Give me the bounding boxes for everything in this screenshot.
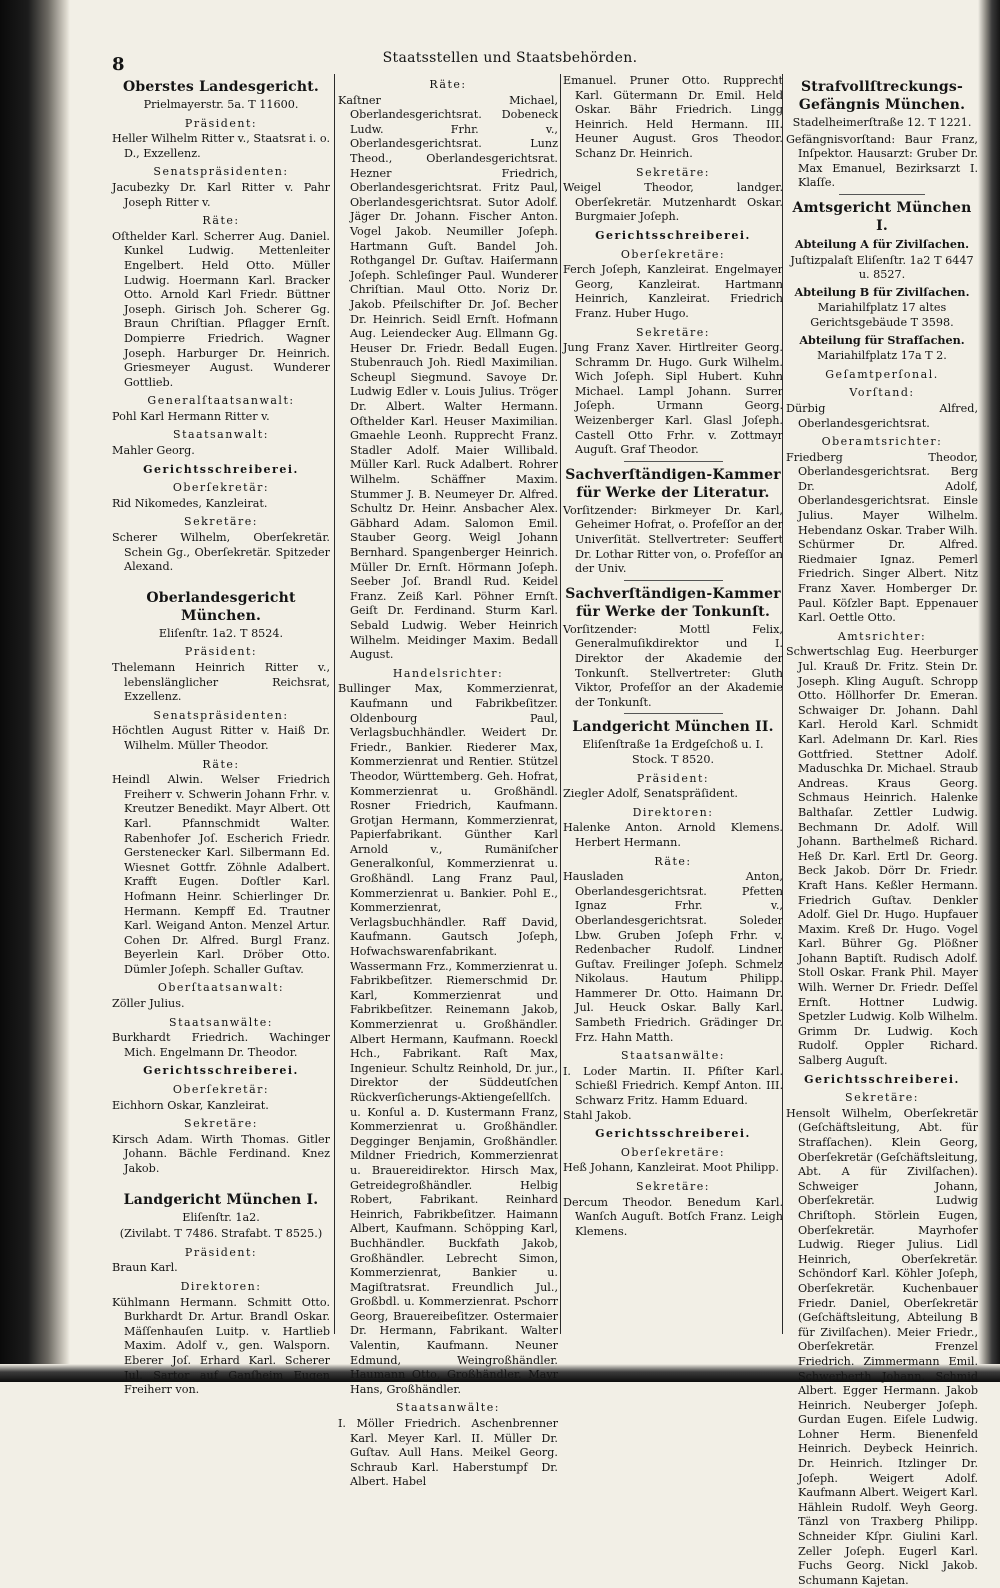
entry-text: Vorſitzender: Mottl Felix, Generalmuſikdirektor und I. Direktor der Akademie der Tonkunſt. Stellvertreter: Gluth Viktor, Profeſſor an der Akademie der Tonkunſt. — [563, 622, 783, 709]
section-title: Landgericht München II. — [572, 719, 774, 736]
entry-text: Vorſitzender: Birkmeyer Dr. Karl, Geheimer Hofrat, o. Profeſſor an der Univerſität. Stellvertreter: Seuffert Dr. Lothar Ritter von, o. Profeſſor an der Univ. — [563, 503, 783, 576]
subsection-heading: Staatsanwalt: — [173, 428, 269, 442]
subsection-heading: Vorſtand: — [849, 386, 915, 400]
subsection-heading: Gerichtsschreiberei. — [595, 228, 751, 242]
subsection-heading: Räte: — [429, 78, 467, 91]
subsection-title: Abteilung für Strafſachen. — [799, 332, 965, 347]
subsection-heading: Präsident: — [184, 645, 258, 659]
entry-text: Halenke Anton. Arnold Klemens. Herbert Hermann. — [563, 821, 783, 849]
entry-text: Heß Johann, Kanzleirat. Moot Philipp. — [563, 1161, 779, 1175]
section-title: Landgericht München I. — [123, 1191, 319, 1208]
entry-text: Jacubezky Dr. Karl Ritter v. Pahr Joseph Ritter v. — [112, 180, 330, 209]
section-title: Sachverſtändigen-Kammer für Werke der Tonkunſt. — [565, 585, 781, 620]
address: Stadelheimerſtraße 12. T 1221. — [792, 116, 972, 129]
entry-text: Stahl Jakob. — [563, 1108, 632, 1122]
entry-text: Höchtlen August Ritter v. Haiß Dr. Wilhelm. Müller Theodor. — [112, 724, 330, 752]
subsection-heading: Sekretäre: — [636, 325, 710, 339]
subsection-heading: Handelsrichter: — [392, 666, 504, 680]
subsection-heading: Oberſtaatsanwalt: — [157, 981, 285, 995]
entry-text: I. Möller Friedrich. Aschenbrenner Karl. Meyer Karl. II. Müller Dr. Guſtav. Aull Hans. Meikel Georg. Schraub Karl. Haberstumpf Dr. Albert. Habel — [338, 1417, 558, 1489]
entry-text: Heindl Alwin. Welser Friedrich Freiherr v. Schwerin Johann Frhr. v. Kreutzer Benedikt. Mayr Albert. Ott Karl. Pfannschmidt Walter. Rabenhofer Joſ. Escherich Friedr. Gerstenecker Karl. Silbermann Ed. Wiesnet Gottfr. Zöhnle Adalbert. Krafft Eugen. Doſtler Karl. Hofmann Heinr. Schierlinger Dr. Hermann. Kempff Ed. Trautner Karl. Weigand Anton. Menzel Artur. Cohen Dr. Alfred. Burgl Franz. Beyerlein Karl. Dröber Otto. Dümler Joſeph. Schaller Guſtav. — [112, 773, 330, 976]
entry-text: Kaſtner Michael, Oberlandesgerichtsrat. Dobeneck Ludw. Frhr. v., Oberlandesgerichtsrat. Lunz Theod., Oberlandesgerichtsrat. Hezner Friedrich, Oberlandesgerichtsrat. Fritz Paul, Oberlandesgerichtsrat. Sutor Adolf. Jäger Dr. Johann. Fischer Anton. Vogel Jakob. Neumiller Joſeph. Hartmann Guſt. Bandel Joh. Rothgangel Dr. Guſtav. Haiſermann Joſeph. Schleſinger Paul. Wunderer Chriſtian. Maul Otto. Noriz Dr. Jakob. Pfeilschifter Dr. Joſ. Becher Dr. Heinrich. Seidl Ernſt. Hofmann Aug. Leiendecker Aug. Ellmann Gg. Heuser Dr. Friedr. Bedall Eugen. Stubenrauch Joh. Riedl Maximilian. Scheupl Siegmund. Savoye Dr. Ludwig Edler v. Louis Julius. Tröger Dr. Albert. Walter Hermann. Oſthelder Karl. Heuser Maximilian. Gmaehle Leonh. Rupprecht Franz. Stadler Adolf. Maier Willibald. Müller Karl. Ruck Adalbert. Rohrer Wilhelm. Schäffner Maxim. Stummer J. B. Neumeyer Dr. Alfred. Schultz Dr. Heinr. Ansbacher Alex. Gäbhard Adam. Salomon Emil. Stauber Georg. Weigl Johann Bernhard. Spangenberger Heinrich. Müller Dr. Ernſt. Hörmann Joſeph. Seeber Joſ. Brandl Rud. Keidel Franz. Zeiß Karl. Pöhner Ernſt. Geiſt Dr. Ferdinand. Sturm Karl. Sebald Ludwig. Weber Heinrich Wilhelm. Meidinger Maxim. Bedall August. — [338, 93, 558, 662]
entry-text: Emanuel. Pruner Otto. Rupprecht Karl. Gütermann Dr. Emil. Held Oskar. Bähr Friedrich. Lingg Heinrich. Held Hermann. III. Heuner August. Gros Theodor. Schanz Dr. Heinrich. — [563, 74, 783, 160]
column-4 — [786, 74, 978, 1587]
column-rule — [334, 74, 335, 1334]
subsection-heading: Sekretäre: — [636, 165, 710, 179]
entry-text: Bullinger Max, Kommerzienrat, Kaufmann und Fabrikbeſitzer. Oldenbourg Paul, Verlagsbuchhändler. Weidert Dr. Friedr., Bankier. Riederer Max, Kommerzienrat und Rentier. Stützel Theodor, Württemberg. Geh. Hofrat, Kommerzienrat u. Großhändl. Rosner Friedrich, Kaufmann. Grotjan Hermann, Kommerzienrat, Papierfabrikant. Günther Karl Arnold v., Rumäniſcher Generalkonſul, Kommerzienrat u. Großhändl. Lang Franz Paul, Kommerzienrat u. Bankier. Pohl E., Kommerzienrat, Verlagsbuchhändler. Raff David, Kaufmann. Gautsch Joſeph, Hofwachswarenfabrikant. Wassermann Frz., Kommerzienrat u. Fabrikbeſitzer. Riemerschmid Dr. Karl, Kommerzienrat und Fabrikbeſitzer. Reinemann Jakob, Kommerzienrat u. Großhändler. Albert Hermann, Kaufmann. Roeckl Hch., Fabrikant. Raſt Max, Ingenieur. Schultz Reinhold, Dr. jur., Direktor der Süddeutſchen Rückverſicherungs-Aktiengeſellſch. u. Konſul a. D. Kustermann Franz, Kommerzienrat u. Großhändler. Degginger Benjamin, Großhändler. Mildner Friedrich, Kommerzienrat u. Brauereidirektor. Hirsch Max, Getreidegroßhändler. Helbig Robert, Fabrikant. Reinhard Heinrich, Fabrikbeſitzer. Haimann Albert, Kaufmann. Schöpping Karl, Buchhändler. Buckfath Jakob, Großhändler. Lebrecht Simon, Kommerzienrat, Bankier u. Magiſtratsrat. Freundlich Jul., Großbdl. u. Kommerzienrat. Pschorr Georg, Brauereibeſitzer. Ostermaier Dr. Hermann, Fabrikant. Walter Valentin, Kaufmann. Neuner Edmund, Weingroßhändler. Haumann Otto, Großhändler. Mayr Hans, Großhändler. — [338, 682, 558, 1396]
entry-text: Friedberg Theodor, Oberlandesgerichtsrat. Berg Dr. Adolf, Oberlandesgerichtsrat. Einsle Julius. Mayer Wilhelm. Hebendanz Oskar. Traber Wilh. Schürmer Dr. Alfred. Riedmaier Ignaz. Pemerl Friedrich. Singer Albert. Nitz Franz Xaver. Homberger Dr. Paul. Köſzler Bapt. Eppenauer Karl. Oettle Otto. — [786, 450, 978, 625]
subsection-heading: Räte: — [202, 214, 240, 228]
subsection-heading: Gerichtsschreiberei. — [804, 1072, 960, 1086]
subsection-heading: Oberſekretäre: — [620, 247, 726, 261]
page-edge-shadow — [978, 0, 1000, 1382]
entry-text: Kirsch Adam. Wirth Thomas. Gitler Johann. Bächle Ferdinand. Knez Jakob. — [112, 1132, 330, 1175]
section-title: Oberlandesgericht München. — [146, 589, 296, 624]
subsection-heading: Präsident: — [636, 771, 710, 785]
subsection-title: Abteilung B für Zivilſachen. — [794, 284, 970, 299]
entry-text: Zöller Julius. — [112, 997, 185, 1011]
entry-text: Heller Wilhelm Ritter v., Staatsrat i. o. D., Exzellenz. — [112, 132, 330, 160]
entry-text: Eichhorn Oskar, Kanzleirat. — [112, 1098, 269, 1112]
address: Mariahilfplatz 17 altes Gerichtsgebäude T 3598. — [810, 301, 954, 329]
subsection-heading: Staatsanwälte: — [169, 1015, 273, 1029]
subsection-heading: Staatsanwälte: — [396, 1401, 500, 1415]
subsection-heading: Generalſtaatsanwalt: — [147, 394, 295, 408]
entry-text: Jung Franz Xaver. Hirtlreiter Georg. Schramm Dr. Hugo. Gurk Wilhelm. Wich Joſeph. Sipl Hubert. Kuhn Michael. Lampl Johann. Surrer Joſeph. Urmann Georg. Weizenberger Karl. Glasl Joſeph. Castell Otto Frhr. v. Zottmayr Auguſt. Graf Theodor. — [563, 341, 783, 457]
entry-text: Weigel Theodor, landger. Oberſekretär. Mutzenhardt Oskar. Burgmaier Joſeph. — [563, 181, 783, 224]
entry-text: Thelemann Heinrich Ritter v., lebenslänglicher Reichsrat, Exzellenz. — [112, 661, 330, 704]
entry-text: Dürbig Alfred, Oberlandesgerichtsrat. — [786, 401, 978, 430]
subsection-heading: Staatsanwälte: — [621, 1049, 725, 1063]
entry-text: Ziegler Adolf, Senatspräſident. — [563, 787, 738, 801]
section-title: Amtsgericht München I. — [792, 199, 972, 234]
running-head: Staatsstellen und Staatsbehörden. — [382, 50, 638, 66]
address: Eliſenſtr. 1a2. T 8524. — [158, 626, 284, 640]
subsection-heading: Gerichtsschreiberei. — [143, 462, 299, 476]
subsection-title: Abteilung A für Zivilſachen. — [794, 236, 970, 251]
column-2 — [338, 74, 558, 1489]
subsection-heading: Oberſekretär: — [172, 481, 270, 495]
subsection-heading: Sekretäre: — [184, 515, 258, 529]
column-rule — [560, 74, 561, 1334]
entry-text: Pohl Karl Hermann Ritter v. — [112, 409, 270, 423]
subsection-heading: Gerichtsschreiberei. — [595, 1127, 751, 1141]
subsection-heading: Präsident: — [184, 1245, 258, 1259]
binding-shadow — [0, 0, 70, 1382]
subsection-heading: Direktoren: — [180, 1279, 262, 1293]
subsection-heading: Oberſekretär: — [172, 1083, 270, 1097]
subsection-heading: Oberſekretäre: — [620, 1145, 726, 1159]
subsection-heading: Gerichtsschreiberei. — [143, 1064, 299, 1078]
entry-text: Oſthelder Karl. Scherrer Aug. Daniel. Kunkel Ludwig. Mettenleiter Engelbert. Held Otto. Müller Ludwig. Hoermann Karl. Bracker Otto. Arnold Karl Friedr. Büttner Joseph. Girisch Joh. Scherer Gg. Braun Chriſtian. Pflagger Ernſt. Dompierre Friedrich. Wagner Joseph. Harburger Dr. Heinrich. Griesmeyer August. Wunderer Gottlieb. — [112, 229, 330, 389]
entry-text: Schwertschlag Eug. Heerburger Jul. Krauß Dr. Fritz. Stein Dr. Joseph. Kling Auguſt. Schropp Otto. Höllhorfer Dr. Emeran. Schwaiger Dr. Johann. Dahl Karl. Herold Karl. Schmidt Karl. Adelmann Dr. Karl. Ries Gottfried. Stettner Adolf. Maduschka Dr. Michael. Straub Andreas. Kraus Georg. Schmaus Heinrich. Halenke Balthaſar. Zettler Ludwig. Bechmann Dr. Adolf. Will Johann. Barthelmeß Richard. Heß Dr. Karl. Ertl Dr. Georg. Beck Jakob. Dörr Dr. Friedr. Kraft Hans. Keßler Hermann. Friedrich Guſtav. Denkler Adolf. Giel Dr. Hugo. Hupfauer Maxim. Kreß Dr. Hugo. Vogel Karl. Bührer Gg. Plößner Johann Baptiſt. Rudisch Adolf. Stoll Oskar. Frank Phil. Mayer Wilh. Werner Dr. Friedr. Deſſel Ernſt. Hottner Ludwig. Spetzler Ludwig. Kolb Wilhelm. Grimm Dr. Ludwig. Koch Rudolf. Oppler Richard. Salberg Auguſt. — [786, 645, 978, 1068]
section-title: Oberstes Landesgericht. — [123, 79, 319, 95]
subsection-heading: Sekretäre: — [845, 1091, 919, 1105]
subsection-heading: Räte: — [654, 854, 692, 868]
entry-text: Gefängnisvorſtand: Baur Franz, Inſpektor. Hausarzt: Gruber Dr. Max Emanuel, Bezirksarzt I. Klaſſe. — [786, 132, 978, 190]
entry-text: Dercum Theodor. Benedum Karl. Wanſch Auguſt. Botſch Franz. Leigh Klemens. — [563, 1195, 783, 1238]
address: Eliſenſtr. 1a2. — [182, 1210, 260, 1224]
entry-text: Rid Nikomedes, Kanzleirat. — [112, 496, 268, 510]
subsection-heading: Räte: — [202, 757, 240, 771]
column-1 — [112, 74, 330, 1397]
entry-text: Hausladen Anton, Oberlandesgerichtsrat. Pfetten Ignaz Frhr. v., Oberlandesgerichtsrat. Soleder Lbw. Gruben Joſeph Frhr. v. Redenbacher Rudolf. Lindner Guſtav. Freilinger Joſeph. Schmelz Nikolaus. Hautum Philipp. Hammerer Dr. Otto. Haimann Dr. Jul. Heuck Oskar. Bally Karl. Sambeth Friedrich. Grädinger Dr. Frz. Hahn Matth. — [563, 870, 783, 1044]
address: Mariahilfplatz 17a T 2. — [817, 349, 947, 363]
column-3 — [563, 74, 783, 1334]
entry-text: Mahler Georg. — [112, 444, 195, 458]
subsection-heading: Geſamtperſonal. — [825, 367, 939, 381]
address: Eliſenſtraße 1a Erdgeſchoß u. I. Stock. T 8520. — [582, 738, 764, 766]
section-title: Sachverſtändigen-Kammer für Werke der Literatur. — [565, 466, 781, 501]
entry-text: Burkhardt Friedrich. Wachinger Mich. Engelmann Dr. Theodor. — [112, 1031, 330, 1059]
subsection-heading: Amtsrichter: — [837, 629, 927, 643]
subsection-heading: Sekretäre: — [636, 1180, 710, 1193]
section-title: Strafvollſtreckungs-Gefängnis München. — [798, 79, 966, 113]
subsection-heading: Sekretäre: — [184, 1117, 258, 1131]
subsection-heading: Senatspräsidenten: — [153, 708, 289, 722]
subsection-heading: Direktoren: — [632, 805, 714, 819]
subsection-heading: Präsident: — [184, 116, 258, 130]
address: Juſtizpalaſt Eliſenſtr. 1a2 T 6447 u. 8527. — [790, 253, 974, 282]
entry-text: Kühlmann Hermann. Schmitt Otto. Burkhardt Dr. Artur. Brandl Oskar. Mäſſenhauſen Luitp. v. Hartlieb Maxim. Adolf v., gen. Walsporn. Eberer Joſ. Erhard Karl. Scherer Jul. Sartor auf Ganſheim Eugen Freiherr von. — [112, 1295, 330, 1397]
entry-text: Hensolt Wilhelm, Oberſekretär (Geſchäftsleitung, Abt. für Strafſachen). Klein Georg, Oberſekretär (Geſchäftsleitung, Abt. A für Zivilſachen). Schweiger Johann, Oberſekretär. Ludwig Chriſtoph. Störlein Eugen, Oberſekretär. Mayrhofer Ludwig. Rieger Julius. Lidl Heinrich, Oberſekretär. Schöndorf Karl. Köhler Joſeph, Oberſekretär. Kuchenbauer Friedr. Daniel, Oberſekretär (Geſchäftsleitung, Abteilung B für Zivilſachen). Meier Friedr., Oberſekretär. Frenzel Friedrich. Zimmermann Emil. Schwerberth Johann. Schmid Albert. Egger Hermann. Jakob Heinrich. Neuberger Joſeph. Gurdan Eugen. Eiſele Ludwig. Lohner Herm. Bienenfeld Heinrich. Deybeck Heinrich. Dr. Heinrich. Itzlinger Dr. Joſeph. Weigert Adolf. Kaufmann Albert. Weigert Karl. Hählein Rudolf. Weyh Georg. Tänzl von Traxberg Philipp. Schneider Kſpr. Giulini Karl. Zeller Joſeph. Eugerl Karl. Fuchs Georg. Nickl Jakob. Schumann Kajetan. — [786, 1106, 978, 1587]
entry-text: Ferch Joſeph, Kanzleirat. Engelmayer Georg, Kanzleirat. Hartmann Heinrich, Kanzleirat. Friedrich Franz. Huber Hugo. — [563, 263, 783, 320]
subsection-heading: Senatspräsidenten: — [153, 165, 289, 179]
address: (Zivilabt. T 7486. Strafabt. T 8525.) — [119, 1227, 323, 1241]
address: Prielmayerstr. 5a. T 11600. — [143, 98, 299, 111]
entry-text: I. Loder Martin. II. Pfiſter Karl. Schießl Friedrich. Kempf Anton. III. Schwarz Fritz. Hamm Eduard. — [563, 1064, 783, 1108]
page-number: 8 — [112, 54, 125, 75]
entry-text: Braun Karl. — [112, 1261, 178, 1275]
subsection-heading: Oberamtsrichter: — [821, 435, 943, 449]
entry-text: Scherer Wilhelm, Oberſekretär. Schein Gg., Oberſekretär. Spitzeder Alexand. — [112, 531, 330, 574]
